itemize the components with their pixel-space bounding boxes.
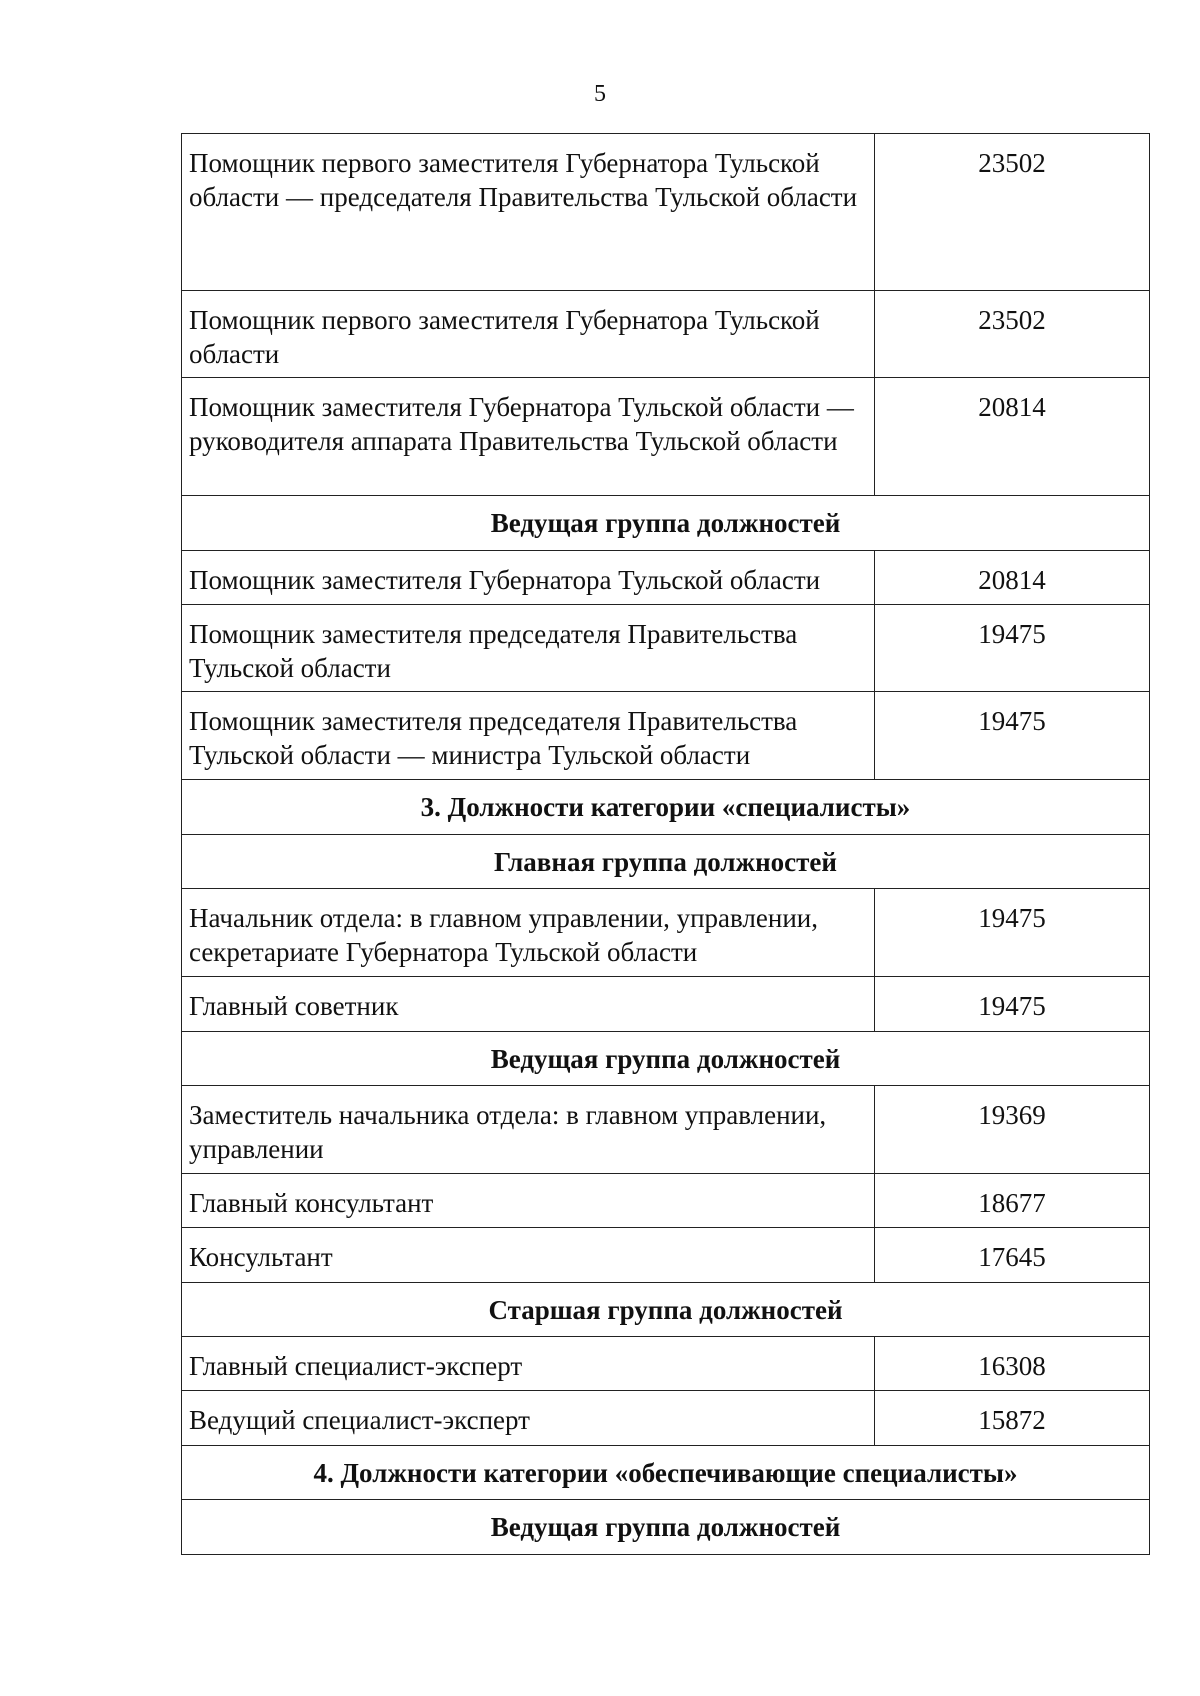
table-row [182, 692, 1150, 780]
position-cell: Главный советник [182, 977, 875, 1032]
position-cell: Начальник отдела: в главном управлении, управлении, секретариате Губернатора Тульской области [182, 889, 875, 977]
section-header: Главная группа должностей [182, 835, 1150, 889]
salary-cell: 19475 [875, 889, 1150, 977]
table-row [182, 977, 1150, 1032]
salary-cell: 19475 [875, 977, 1150, 1032]
salary-cell: 23502 [875, 134, 1150, 291]
section-header-row [182, 780, 1150, 835]
section-header: Ведущая группа должностей [182, 1032, 1150, 1086]
salary-cell: 20814 [875, 378, 1150, 496]
table-row [182, 1086, 1150, 1174]
section-header-row [182, 1032, 1150, 1086]
position-cell: Главный специалист-эксперт [182, 1337, 875, 1391]
salary-cell: 19475 [875, 605, 1150, 692]
table-row [182, 551, 1150, 605]
salary-cell: 23502 [875, 291, 1150, 378]
table-row [182, 378, 1150, 496]
table-row [182, 291, 1150, 378]
position-cell: Консультант [182, 1228, 875, 1283]
position-cell: Ведущий специалист-эксперт [182, 1391, 875, 1446]
section-header-row [182, 1283, 1150, 1337]
table-row [182, 1337, 1150, 1391]
salary-cell: 19369 [875, 1086, 1150, 1174]
section-header: 4. Должности категории «обеспечивающие специалисты» [182, 1446, 1150, 1500]
table-row [182, 1174, 1150, 1228]
section-header-row [182, 1500, 1150, 1555]
table-row [182, 1391, 1150, 1446]
section-header: Ведущая группа должностей [182, 1500, 1150, 1555]
salary-cell: 16308 [875, 1337, 1150, 1391]
salary-table [181, 133, 1150, 1555]
table-row [182, 605, 1150, 692]
salary-cell: 19475 [875, 692, 1150, 780]
position-cell: Помощник заместителя Губернатора Тульской области [182, 551, 875, 605]
page-number: 5 [594, 81, 606, 107]
table-row [182, 1228, 1150, 1283]
position-cell: Помощник заместителя председателя Правительства Тульской области [182, 605, 875, 692]
section-header: 3. Должности категории «специалисты» [182, 780, 1150, 835]
position-cell: Помощник заместителя Губернатора Тульской области — руководителя аппарата Правительства Тульской области [182, 378, 875, 496]
section-header: Старшая группа должностей [182, 1283, 1150, 1337]
section-header-row [182, 496, 1150, 551]
salary-cell: 20814 [875, 551, 1150, 605]
position-cell: Помощник первого заместителя Губернатора Тульской области — председателя Правительства Тульской области [182, 134, 875, 291]
salary-cell: 17645 [875, 1228, 1150, 1283]
table-row [182, 889, 1150, 977]
salary-cell: 15872 [875, 1391, 1150, 1446]
position-cell: Заместитель начальника отдела: в главном управлении, управлении [182, 1086, 875, 1174]
section-header-row [182, 835, 1150, 889]
salary-cell: 18677 [875, 1174, 1150, 1228]
section-header: Ведущая группа должностей [182, 496, 1150, 551]
position-cell: Главный консультант [182, 1174, 875, 1228]
table-row [182, 134, 1150, 291]
position-cell: Помощник заместителя председателя Правительства Тульской области — министра Тульской области [182, 692, 875, 780]
position-cell: Помощник первого заместителя Губернатора Тульской области [182, 291, 875, 378]
section-header-row [182, 1446, 1150, 1500]
